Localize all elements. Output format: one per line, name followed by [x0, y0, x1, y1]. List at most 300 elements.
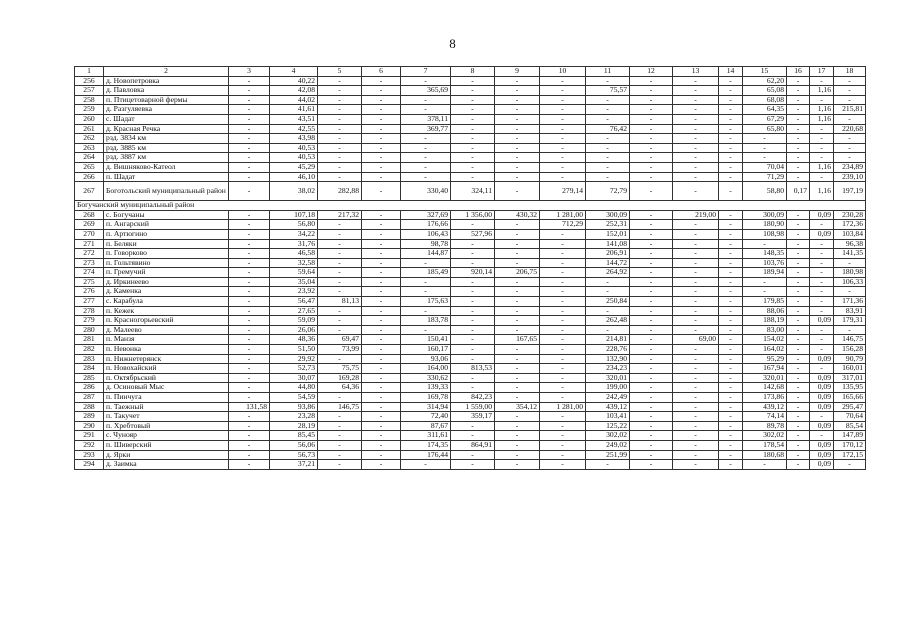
table-cell: -	[673, 220, 719, 230]
table-cell: 74,14	[743, 412, 787, 422]
table-cell: -	[586, 287, 630, 297]
table-cell: -	[495, 412, 540, 422]
table-cell: -	[719, 412, 743, 422]
table-cell: 185,49	[401, 268, 451, 278]
table-cell: 1 281,00	[540, 402, 586, 412]
table-cell: -	[719, 335, 743, 345]
table-cell: -	[229, 268, 270, 278]
table-cell: -	[787, 450, 810, 460]
table-cell: -	[540, 335, 586, 345]
table-cell: -	[787, 316, 810, 326]
table-cell: -	[318, 114, 362, 124]
table-cell: 87,67	[401, 421, 451, 431]
table-cell: -	[540, 143, 586, 153]
row-number: 280	[75, 325, 104, 335]
table-cell: 51,50	[270, 345, 318, 355]
row-number: 270	[75, 229, 104, 239]
table-cell: -	[451, 373, 495, 383]
table-cell: -	[586, 76, 630, 86]
table-cell: -	[229, 412, 270, 422]
table-cell: 327,69	[401, 210, 451, 220]
table-cell: -	[630, 105, 673, 115]
table-cell: -	[495, 373, 540, 383]
table-cell: -	[451, 383, 495, 393]
table-cell: -	[540, 393, 586, 403]
table-cell: -	[362, 220, 401, 230]
table-cell: -	[362, 134, 401, 144]
table-cell: -	[401, 143, 451, 153]
table-row	[75, 172, 866, 182]
table-cell: -	[586, 153, 630, 163]
table-cell: 56,06	[270, 440, 318, 450]
table-cell: -	[810, 297, 834, 307]
table-cell: -	[451, 114, 495, 124]
table-cell: -	[719, 431, 743, 441]
table-cell: 920,14	[451, 268, 495, 278]
table-cell: 215,81	[834, 105, 866, 115]
table-row	[75, 249, 866, 259]
table-cell: 239,10	[834, 172, 866, 182]
column-header: 2	[104, 67, 229, 77]
table-cell: -	[787, 393, 810, 403]
table-cell: -	[540, 229, 586, 239]
row-number: 258	[75, 95, 104, 105]
table-cell: 106,33	[834, 277, 866, 287]
table-cell: -	[318, 354, 362, 364]
column-header: 9	[495, 67, 540, 77]
table-cell: -	[318, 316, 362, 326]
table-cell: -	[495, 172, 540, 182]
table-cell: -	[451, 297, 495, 307]
table-cell: 527,96	[451, 229, 495, 239]
table-cell: 75,75	[318, 364, 362, 374]
table-cell: -	[229, 354, 270, 364]
table-cell: -	[229, 162, 270, 172]
table-cell: 170,12	[834, 440, 866, 450]
table-cell: 302,02	[586, 431, 630, 441]
table-cell: -	[673, 86, 719, 96]
table-cell: -	[787, 124, 810, 134]
table-cell: -	[451, 239, 495, 249]
table-cell: 1,16	[810, 182, 834, 201]
table-cell: 0,09	[810, 354, 834, 364]
row-number: 256	[75, 76, 104, 86]
table-cell: -	[229, 249, 270, 259]
table-cell: -	[673, 95, 719, 105]
table-cell: 28,19	[270, 421, 318, 431]
table-cell: -	[787, 440, 810, 450]
table-cell: -	[810, 172, 834, 182]
table-cell: 59,64	[270, 268, 318, 278]
table-cell: -	[318, 431, 362, 441]
table-cell: 75,57	[586, 86, 630, 96]
table-cell: 107,18	[270, 210, 318, 220]
table-cell: -	[229, 421, 270, 431]
table-cell: -	[834, 76, 866, 86]
table-cell: 378,11	[401, 114, 451, 124]
settlement-name: рзд. 3887 км	[104, 153, 229, 163]
table-cell: 43,98	[270, 134, 318, 144]
table-cell: 103,84	[834, 229, 866, 239]
table-cell: -	[630, 297, 673, 307]
table-cell: -	[318, 220, 362, 230]
table-cell: -	[810, 364, 834, 374]
table-cell: -	[719, 182, 743, 201]
row-number: 263	[75, 143, 104, 153]
table-cell: 85,54	[834, 421, 866, 431]
row-number: 273	[75, 258, 104, 268]
settlement-name: п. Манзя	[104, 335, 229, 345]
table-cell: -	[540, 124, 586, 134]
table-cell: 214,81	[586, 335, 630, 345]
table-cell: -	[318, 143, 362, 153]
table-cell: -	[630, 134, 673, 144]
row-number: 271	[75, 239, 104, 249]
table-cell: -	[810, 76, 834, 86]
table-cell: -	[810, 325, 834, 335]
table-cell: 172,36	[834, 220, 866, 230]
table-cell: -	[229, 277, 270, 287]
table-cell: -	[495, 345, 540, 355]
settlement-name: д. Ярки	[104, 450, 229, 460]
table-cell: 369,77	[401, 124, 451, 134]
table-cell: 69,00	[673, 335, 719, 345]
table-cell: -	[719, 316, 743, 326]
table-cell: 330,40	[401, 182, 451, 201]
settlement-name: д. Заимка	[104, 460, 229, 470]
table-cell: -	[401, 105, 451, 115]
table-cell: 70,04	[743, 162, 787, 172]
table-cell: -	[318, 105, 362, 115]
table-cell: 88,06	[743, 306, 787, 316]
section-row	[75, 201, 866, 211]
table-cell: 148,35	[743, 249, 787, 259]
table-cell: -	[495, 249, 540, 259]
table-row	[75, 95, 866, 105]
table-cell: -	[630, 182, 673, 201]
table-cell: -	[495, 258, 540, 268]
column-header: 11	[586, 67, 630, 77]
table-cell: -	[495, 306, 540, 316]
table-cell: 251,99	[586, 450, 630, 460]
settlement-name: п. Нижнетерянск	[104, 354, 229, 364]
table-cell: 302,02	[743, 431, 787, 441]
table-cell: -	[673, 373, 719, 383]
table-cell: 0,09	[810, 383, 834, 393]
table-cell: 164,02	[743, 345, 787, 355]
table-cell: -	[362, 383, 401, 393]
table-cell: -	[401, 76, 451, 86]
table-cell: -	[495, 450, 540, 460]
table-cell: 300,09	[586, 210, 630, 220]
table-cell: -	[540, 114, 586, 124]
table-cell: 0,09	[810, 450, 834, 460]
table-cell: -	[451, 143, 495, 153]
table-cell: -	[630, 162, 673, 172]
table-cell: -	[719, 383, 743, 393]
table-cell: 96,38	[834, 239, 866, 249]
table-cell: -	[362, 249, 401, 259]
table-cell: -	[318, 460, 362, 470]
table-cell: 160,17	[401, 345, 451, 355]
settlement-name: п. Гремучий	[104, 268, 229, 278]
table-cell: 179,85	[743, 297, 787, 307]
table-cell: -	[318, 440, 362, 450]
table-cell: -	[362, 440, 401, 450]
table-cell: -	[451, 287, 495, 297]
table-cell: -	[787, 287, 810, 297]
table-cell: -	[630, 258, 673, 268]
table-cell: -	[630, 249, 673, 259]
settlement-name: д. Вишняково-Катеол	[104, 162, 229, 172]
table-cell: -	[540, 325, 586, 335]
row-number: 278	[75, 306, 104, 316]
table-cell: -	[787, 431, 810, 441]
table-cell: 317,01	[834, 373, 866, 383]
row-number: 286	[75, 383, 104, 393]
row-number: 260	[75, 114, 104, 124]
settlement-name: п. Новохайский	[104, 364, 229, 374]
table-cell: -	[229, 229, 270, 239]
table-cell: 0,09	[810, 460, 834, 470]
table-cell: 228,76	[586, 345, 630, 355]
table-cell: -	[540, 172, 586, 182]
table-row	[75, 335, 866, 345]
column-header: 6	[362, 67, 401, 77]
table-cell: 40,53	[270, 153, 318, 163]
table-cell: 144,72	[586, 258, 630, 268]
row-number: 288	[75, 402, 104, 412]
table-cell: -	[229, 124, 270, 134]
table-cell: 282,88	[318, 182, 362, 201]
table-cell: -	[787, 229, 810, 239]
table-cell: 45,29	[270, 162, 318, 172]
table-cell: -	[362, 316, 401, 326]
table-cell: -	[540, 373, 586, 383]
table-cell: 95,29	[743, 354, 787, 364]
table-cell: -	[834, 460, 866, 470]
table-cell: -	[719, 393, 743, 403]
settlement-name: Боготольский муниципальный район	[104, 182, 229, 201]
table-cell: 147,89	[834, 431, 866, 441]
row-number: 282	[75, 345, 104, 355]
table-cell: -	[540, 258, 586, 268]
table-cell: -	[743, 277, 787, 287]
table-cell: -	[630, 239, 673, 249]
table-cell: 106,43	[401, 229, 451, 239]
table-cell: -	[540, 86, 586, 96]
table-cell: 359,17	[451, 412, 495, 422]
table-cell: -	[362, 229, 401, 239]
table-cell: -	[719, 114, 743, 124]
table-cell: -	[318, 95, 362, 105]
settlement-name: с. Чунояр	[104, 431, 229, 441]
column-header: 5	[318, 67, 362, 77]
table-cell: 139,33	[401, 383, 451, 393]
table-cell: -	[719, 258, 743, 268]
table-cell: 35,04	[270, 277, 318, 287]
table-cell: -	[401, 172, 451, 182]
table-cell: 1,16	[810, 105, 834, 115]
table-row	[75, 412, 866, 422]
column-header: 18	[834, 67, 866, 77]
table-cell: -	[451, 153, 495, 163]
table-cell: -	[719, 364, 743, 374]
table-cell: 152,01	[586, 229, 630, 239]
table-cell: -	[362, 143, 401, 153]
table-cell: -	[401, 287, 451, 297]
table-cell: -	[362, 373, 401, 383]
column-header: 17	[810, 67, 834, 77]
table-cell: -	[451, 258, 495, 268]
table-row	[75, 325, 866, 335]
table-cell: -	[787, 258, 810, 268]
table-cell: -	[787, 364, 810, 374]
settlement-name: д. Осиновый Мыс	[104, 383, 229, 393]
table-cell: 0,09	[810, 229, 834, 239]
table-row	[75, 306, 866, 316]
table-row	[75, 268, 866, 278]
table-cell: -	[229, 460, 270, 470]
table-cell: -	[630, 143, 673, 153]
table-row	[75, 229, 866, 239]
table-cell: -	[495, 162, 540, 172]
settlement-name: п. Ангарский	[104, 220, 229, 230]
table-cell: 58,80	[743, 182, 787, 201]
table-row	[75, 354, 866, 364]
table-cell: 131,58	[229, 402, 270, 412]
table-cell: -	[318, 325, 362, 335]
table-cell: -	[540, 162, 586, 172]
table-cell: 206,75	[495, 268, 540, 278]
table-cell: 38,02	[270, 182, 318, 201]
table-cell: 160,01	[834, 364, 866, 374]
table-cell: -	[719, 239, 743, 249]
table-cell: -	[719, 268, 743, 278]
settlement-name: п. Говорково	[104, 249, 229, 259]
column-header: 3	[229, 67, 270, 77]
table-cell: -	[810, 345, 834, 355]
table-cell: -	[229, 440, 270, 450]
table-cell: -	[810, 268, 834, 278]
table-cell: -	[540, 287, 586, 297]
table-row	[75, 393, 866, 403]
table-cell: -	[787, 143, 810, 153]
table-cell: -	[401, 325, 451, 335]
row-number: 291	[75, 431, 104, 441]
table-cell: 81,13	[318, 297, 362, 307]
table-cell: 125,22	[586, 421, 630, 431]
table-cell: 176,44	[401, 450, 451, 460]
table-cell: -	[362, 402, 401, 412]
table-cell: -	[673, 450, 719, 460]
table-cell: 73,99	[318, 345, 362, 355]
table-cell: -	[451, 220, 495, 230]
table-cell: 219,00	[673, 210, 719, 220]
settlement-name: п. Красногорьевский	[104, 316, 229, 326]
table-row	[75, 316, 866, 326]
row-number: 272	[75, 249, 104, 259]
table-cell: -	[673, 153, 719, 163]
table-cell: -	[495, 76, 540, 86]
column-number-row	[75, 67, 866, 77]
table-cell: -	[719, 297, 743, 307]
table-row	[75, 239, 866, 249]
table-cell: -	[787, 95, 810, 105]
table-cell: -	[229, 239, 270, 249]
table-cell: -	[362, 364, 401, 374]
table-cell: -	[318, 393, 362, 403]
table-cell: -	[630, 460, 673, 470]
table-cell: -	[743, 287, 787, 297]
table-cell: -	[451, 450, 495, 460]
table-cell: 65,80	[743, 124, 787, 134]
row-number: 285	[75, 373, 104, 383]
settlement-name: п. Октябрьский	[104, 373, 229, 383]
table-row	[75, 373, 866, 383]
table-cell: -	[451, 172, 495, 182]
settlement-name: с. Шадат	[104, 114, 229, 124]
row-number: 277	[75, 297, 104, 307]
table-cell: 164,00	[401, 364, 451, 374]
table-cell: 72,40	[401, 412, 451, 422]
table-cell: -	[495, 440, 540, 450]
table-cell: -	[630, 440, 673, 450]
table-cell: -	[495, 153, 540, 163]
table-cell: -	[495, 421, 540, 431]
table-row	[75, 105, 866, 115]
table-cell: -	[586, 95, 630, 105]
table-cell: -	[318, 86, 362, 96]
table-cell: -	[673, 249, 719, 259]
table-cell: -	[586, 306, 630, 316]
table-cell: -	[787, 249, 810, 259]
table-cell: -	[673, 134, 719, 144]
table-cell: -	[229, 364, 270, 374]
table-cell: 197,19	[834, 182, 866, 201]
table-cell: -	[318, 229, 362, 239]
table-cell: -	[719, 421, 743, 431]
settlement-name: с. Богучаны	[104, 210, 229, 220]
table-cell: -	[787, 210, 810, 220]
table-cell: 44,80	[270, 383, 318, 393]
table-cell: 189,94	[743, 268, 787, 278]
table-cell: -	[673, 287, 719, 297]
table-cell: -	[318, 258, 362, 268]
table-cell: 183,78	[401, 316, 451, 326]
table-cell: 430,32	[495, 210, 540, 220]
table-row	[75, 297, 866, 307]
table-cell: 67,29	[743, 114, 787, 124]
table-cell: -	[229, 220, 270, 230]
table-cell: -	[451, 306, 495, 316]
table-cell: -	[229, 373, 270, 383]
table-cell: -	[743, 153, 787, 163]
table-cell: -	[787, 345, 810, 355]
table-cell: -	[743, 239, 787, 249]
table-cell: -	[719, 210, 743, 220]
table-cell: -	[229, 182, 270, 201]
table-cell: -	[362, 172, 401, 182]
table-cell: -	[630, 95, 673, 105]
table-cell: -	[451, 354, 495, 364]
table-cell: -	[495, 95, 540, 105]
table-cell: 27,65	[270, 306, 318, 316]
table-cell: -	[673, 76, 719, 86]
table-cell: -	[787, 239, 810, 249]
table-cell: -	[810, 239, 834, 249]
table-row	[75, 182, 866, 201]
